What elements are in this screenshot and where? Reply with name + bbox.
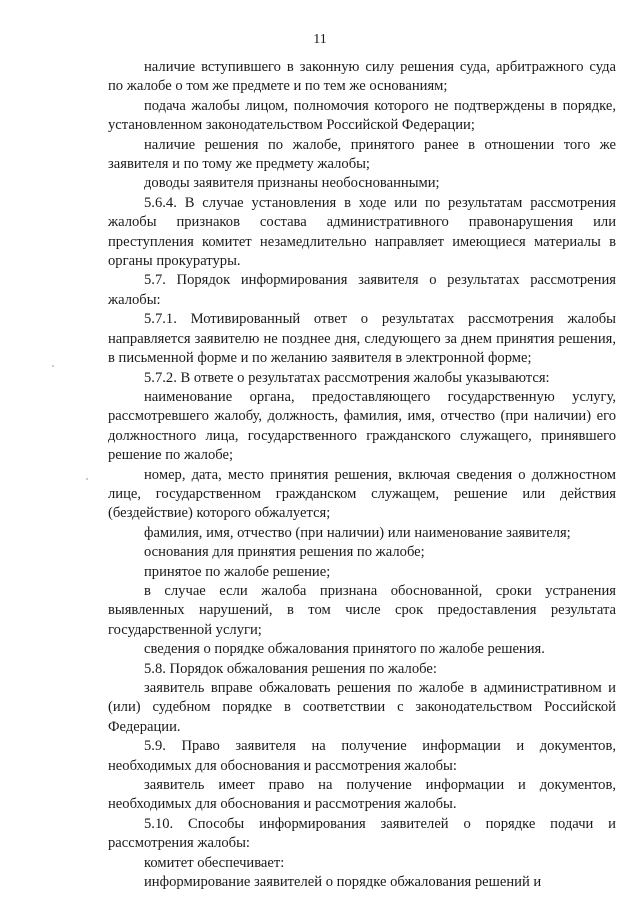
paragraph: в случае если жалоба признана обоснованной, сроки устранения выявленных нарушений, в том числе срок предоставления результата государственной услуги; xyxy=(108,582,616,638)
paragraph: номер, дата, место принятия решения, включая сведения о должностном лице, государственном гражданском служащем, решение или действия (бездействие) которого обжалуется; xyxy=(108,466,616,522)
paragraph: наименование органа, предоставляющего государственную услугу, рассмотревшего жалобу, должность, фамилия, имя, отчество (при наличии) его должностного лица, государственного гражданского служащего, принявшего решение по жалобе; xyxy=(108,388,616,464)
paragraph: 5.8. Порядок обжалования решения по жалобе: xyxy=(144,660,437,677)
paragraph: информирование заявителей о порядке обжалования решений и xyxy=(144,874,542,891)
paragraph: принятое по жалобе решение; xyxy=(144,563,331,580)
paragraph: 5.7.2. В ответе о результатах рассмотрения жалобы указываются: xyxy=(144,369,550,386)
paragraph: доводы заявителя признаны необоснованными; xyxy=(144,175,440,192)
document-body xyxy=(108,58,616,892)
paragraph: фамилия, имя, отчество (при наличии) или наименование заявителя; xyxy=(144,524,571,541)
paragraph: подача жалобы лицом, полномочия которого не подтверждены в порядке, установленном законодательством Российской Федерации; xyxy=(108,97,616,134)
paragraph: заявитель вправе обжаловать решения по жалобе в административном и (или) судебном порядке в соответствии с законодательством Российской Федерации. xyxy=(108,680,616,735)
paragraph: 5.9. Право заявителя на получение информации и документов, необходимых для обоснования и рассмотрения жалобы: xyxy=(108,738,616,774)
paragraph: наличие вступившего в законную силу решения суда, арбитражного суда по жалобе о том же предмете и по тем же основаниям; xyxy=(108,59,616,95)
paragraph: 5.10. Способы информирования заявителей о порядке подачи и рассмотрения жалобы: xyxy=(108,815,616,852)
scan-dot xyxy=(52,365,54,367)
paragraph: 5.6.4. В случае установления в ходе или по результатам рассмотрения жалобы признаков состава административного правонарушения или преступления комитет незамедлительно направляет имеющиеся материалы в органы прокуратуры. xyxy=(108,194,616,270)
paragraph: 5.7. Порядок информирования заявителя о результатах рассмотрения жалобы: xyxy=(108,272,616,308)
paragraph: заявитель имеет право на получение информации и документов, необходимых для обоснования и рассмотрения жалобы. xyxy=(108,777,616,813)
paragraph: сведения о порядке обжалования принятого по жалобе решения. xyxy=(144,641,545,658)
paragraph: наличие решения по жалобе, принятого ранее в отношении того же заявителя и по тому же предмету жалобы; xyxy=(108,136,616,173)
scan-dot xyxy=(86,478,88,480)
paragraph: комитет обеспечивает: xyxy=(144,854,285,871)
paragraph: основания для принятия решения по жалобе; xyxy=(144,544,425,561)
page-number: 11 xyxy=(313,32,327,47)
paragraph: 5.7.1. Мотивированный ответ о результатах рассмотрения жалобы направляется заявителю не позднее дня, следующего за днем принятия решения, в письменной форме и по желанию заявителя в электронной форме; xyxy=(108,311,616,367)
